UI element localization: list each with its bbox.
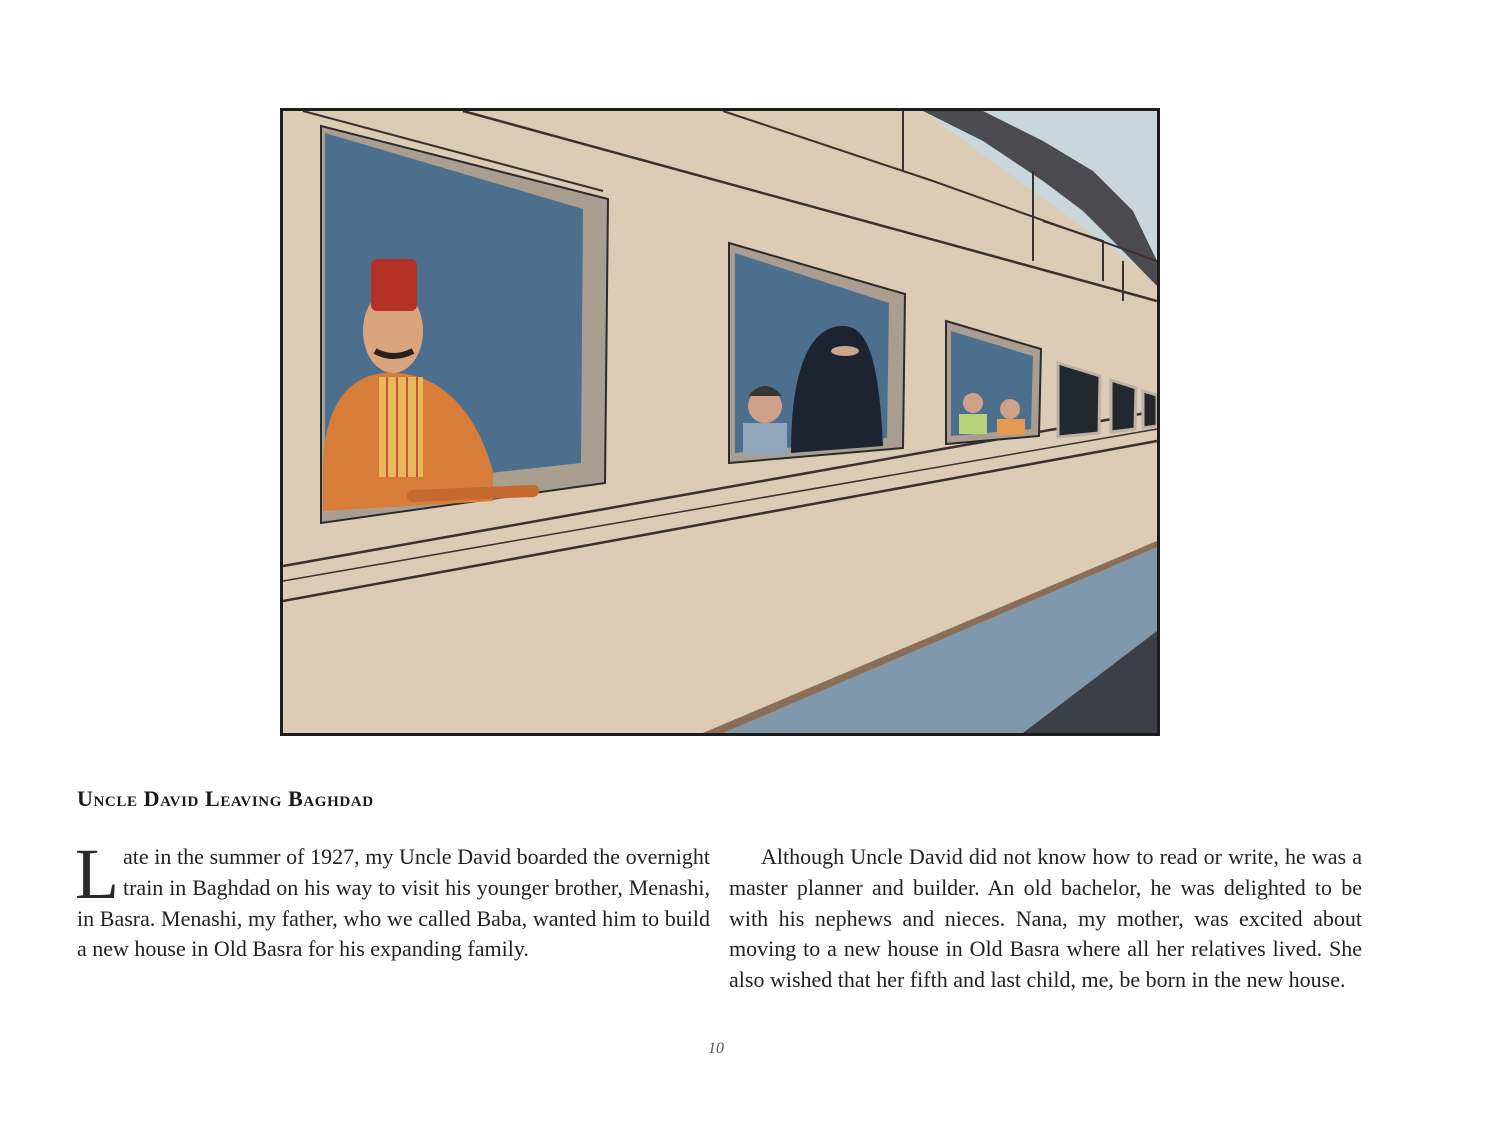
chapter-title: Uncle David Leaving Baghdad	[77, 786, 374, 811]
illustration	[280, 108, 1160, 736]
drop-cap: L	[75, 834, 119, 914]
train-painting	[283, 111, 1157, 733]
paragraph-left	[75, 834, 710, 965]
paragraph-left-text: ate in the summer of 1927, my Uncle David boarded the overnight train in Baghdad on his way to visit his younger brother, Menashi, in Basra. Menashi, my father, who we called Baba, wanted him to build a new house in Old Basra for his expanding family.	[77, 844, 710, 962]
page-number: 10	[708, 1040, 724, 1057]
paragraph-right: Although Uncle David did not know how to read or write, he was a master planner and builder. An old bachelor, he was delighted to be with his nephews and nieces. Nana, my mother, was excited about moving to a new house in Old Basra where all her relatives lived. She also wished that her fifth and last child, me, be born in the new house.	[729, 844, 1362, 993]
